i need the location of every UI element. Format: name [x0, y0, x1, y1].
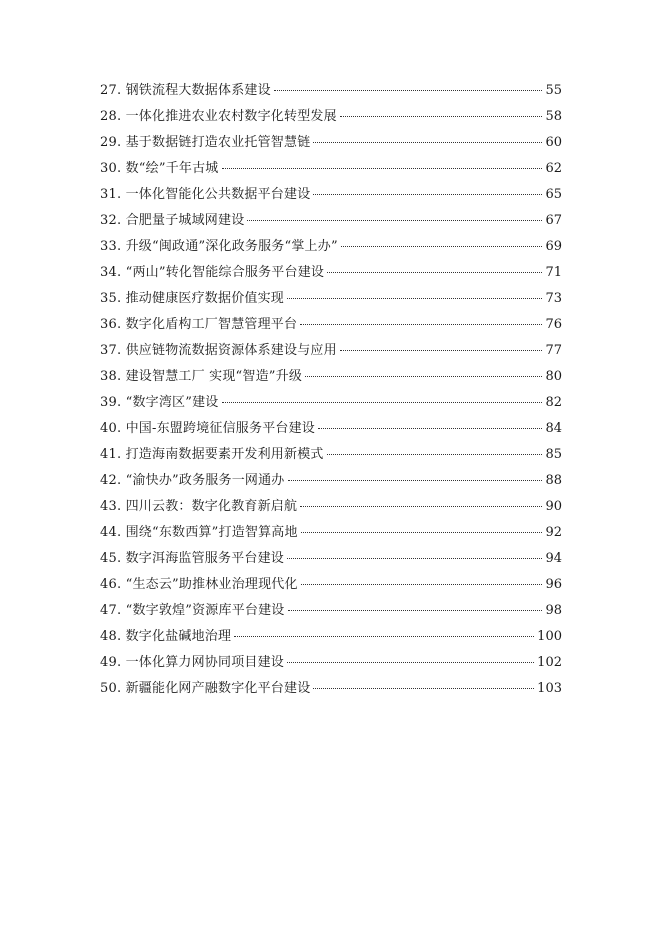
- dot-leader: [222, 402, 543, 403]
- dot-leader: [327, 454, 543, 455]
- toc-entry-title: 42. “渝快办”政务服务一网通办: [100, 473, 285, 488]
- table-of-contents: [100, 79, 562, 703]
- toc-entry: [100, 209, 562, 235]
- toc-entry: [100, 313, 562, 339]
- toc-entry-page: 98: [545, 603, 562, 618]
- toc-entry-title: 40. 中国-东盟跨境征信服务平台建设: [100, 421, 315, 436]
- toc-entry-title: 28. 一体化推进农业农村数字化转型发展: [100, 109, 337, 124]
- toc-entry-title: 45. 数字洱海监管服务平台建设: [100, 551, 285, 566]
- toc-entry: [100, 235, 562, 261]
- toc-entry: [100, 521, 562, 547]
- dot-leader: [300, 506, 542, 507]
- toc-entry-title: 47. “数字敦煌”资源库平台建设: [100, 603, 285, 618]
- toc-entry: [100, 391, 562, 417]
- toc-entry: [100, 287, 562, 313]
- toc-entry-title: 39. “数字湾区”建设: [100, 395, 219, 410]
- toc-entry: [100, 443, 562, 469]
- toc-entry: [100, 625, 562, 651]
- toc-entry-title: 41. 打造海南数据要素开发利用新模式: [100, 447, 324, 462]
- toc-entry-title: 37. 供应链物流数据资源体系建设与应用: [100, 343, 337, 358]
- toc-entry: [100, 599, 562, 625]
- toc-entry-page: 77: [545, 343, 562, 358]
- toc-entry-page: 67: [545, 213, 562, 228]
- toc-entry: [100, 339, 562, 365]
- dot-leader: [222, 168, 543, 169]
- toc-entry-page: 65: [545, 187, 562, 202]
- toc-entry: [100, 79, 562, 105]
- toc-entry-title: 50. 新疆能化网产融数字化平台建设: [100, 681, 311, 696]
- toc-entry-title: 48. 数字化盐碱地治理: [100, 629, 232, 644]
- toc-entry-page: 90: [545, 499, 562, 514]
- dot-leader: [313, 688, 534, 689]
- toc-entry: [100, 651, 562, 677]
- toc-entry: [100, 157, 562, 183]
- dot-leader: [340, 350, 543, 351]
- toc-entry: [100, 105, 562, 131]
- dot-leader: [305, 376, 542, 377]
- toc-entry-page: 73: [545, 291, 562, 306]
- toc-entry-title: 31. 一体化智能化公共数据平台建设: [100, 187, 311, 202]
- dot-leader: [247, 220, 542, 221]
- toc-entry-title: 32. 合肥量子城域网建设: [100, 213, 245, 228]
- toc-entry-page: 58: [545, 109, 562, 124]
- toc-entry-title: 44. 围绕“东数西算”打造智算高地: [100, 525, 298, 540]
- toc-entry: [100, 469, 562, 495]
- toc-entry-title: 43. 四川云教：数字化教育新启航: [100, 499, 298, 514]
- toc-entry-page: 102: [537, 655, 562, 670]
- toc-entry-page: 100: [537, 629, 562, 644]
- dot-leader: [287, 298, 542, 299]
- dot-leader: [341, 246, 543, 247]
- dot-leader: [340, 116, 543, 117]
- dot-leader: [288, 610, 543, 611]
- toc-entry: [100, 261, 562, 287]
- toc-entry-title: 38. 建设智慧工厂 实现“智造”升级: [100, 369, 303, 384]
- toc-entry-title: 33. 升级“闽政通”深化政务服务“掌上办”: [100, 239, 338, 254]
- toc-entry-title: 27. 钢铁流程大数据体系建设: [100, 83, 271, 98]
- toc-entry-page: 55: [545, 83, 562, 98]
- dot-leader: [301, 532, 543, 533]
- toc-entry-title: 35. 推动健康医疗数据价值实现: [100, 291, 285, 306]
- toc-entry-title: 36. 数字化盾构工厂智慧管理平台: [100, 317, 298, 332]
- dot-leader: [287, 662, 534, 663]
- toc-entry-page: 92: [545, 525, 562, 540]
- dot-leader: [287, 558, 542, 559]
- toc-entry-page: 85: [545, 447, 562, 462]
- toc-entry: [100, 495, 562, 521]
- toc-entry: [100, 417, 562, 443]
- toc-entry-title: 34. “两山”转化智能综合服务平台建设: [100, 265, 325, 280]
- dot-leader: [318, 428, 542, 429]
- dot-leader: [274, 90, 543, 91]
- toc-entry: [100, 573, 562, 599]
- toc-entry-page: 60: [545, 135, 562, 150]
- toc-entry: [100, 183, 562, 209]
- dot-leader: [313, 142, 542, 143]
- toc-entry-page: 71: [545, 265, 562, 280]
- toc-entry-page: 62: [545, 161, 562, 176]
- toc-entry-page: 69: [545, 239, 562, 254]
- toc-entry-title: 49. 一体化算力网协同项目建设: [100, 655, 285, 670]
- dot-leader: [327, 272, 542, 273]
- toc-entry-page: 96: [545, 577, 562, 592]
- toc-entry: [100, 131, 562, 157]
- toc-entry: [100, 677, 562, 703]
- dot-leader: [301, 584, 543, 585]
- toc-entry-page: 103: [537, 681, 562, 696]
- toc-entry-title: 29. 基于数据链打造农业托管智慧链: [100, 135, 311, 150]
- toc-entry: [100, 547, 562, 573]
- toc-entry-page: 88: [545, 473, 562, 488]
- toc-entry-title: 46. “生态云”助推林业治理现代化: [100, 577, 298, 592]
- dot-leader: [234, 636, 534, 637]
- dot-leader: [300, 324, 542, 325]
- toc-entry-page: 84: [545, 421, 562, 436]
- toc-entry-page: 82: [545, 395, 562, 410]
- toc-entry-page: 94: [545, 551, 562, 566]
- dot-leader: [313, 194, 542, 195]
- dot-leader: [288, 480, 543, 481]
- toc-entry-page: 80: [545, 369, 562, 384]
- toc-entry: [100, 365, 562, 391]
- toc-entry-title: 30. 数“绘”千年古城: [100, 161, 219, 176]
- toc-entry-page: 76: [545, 317, 562, 332]
